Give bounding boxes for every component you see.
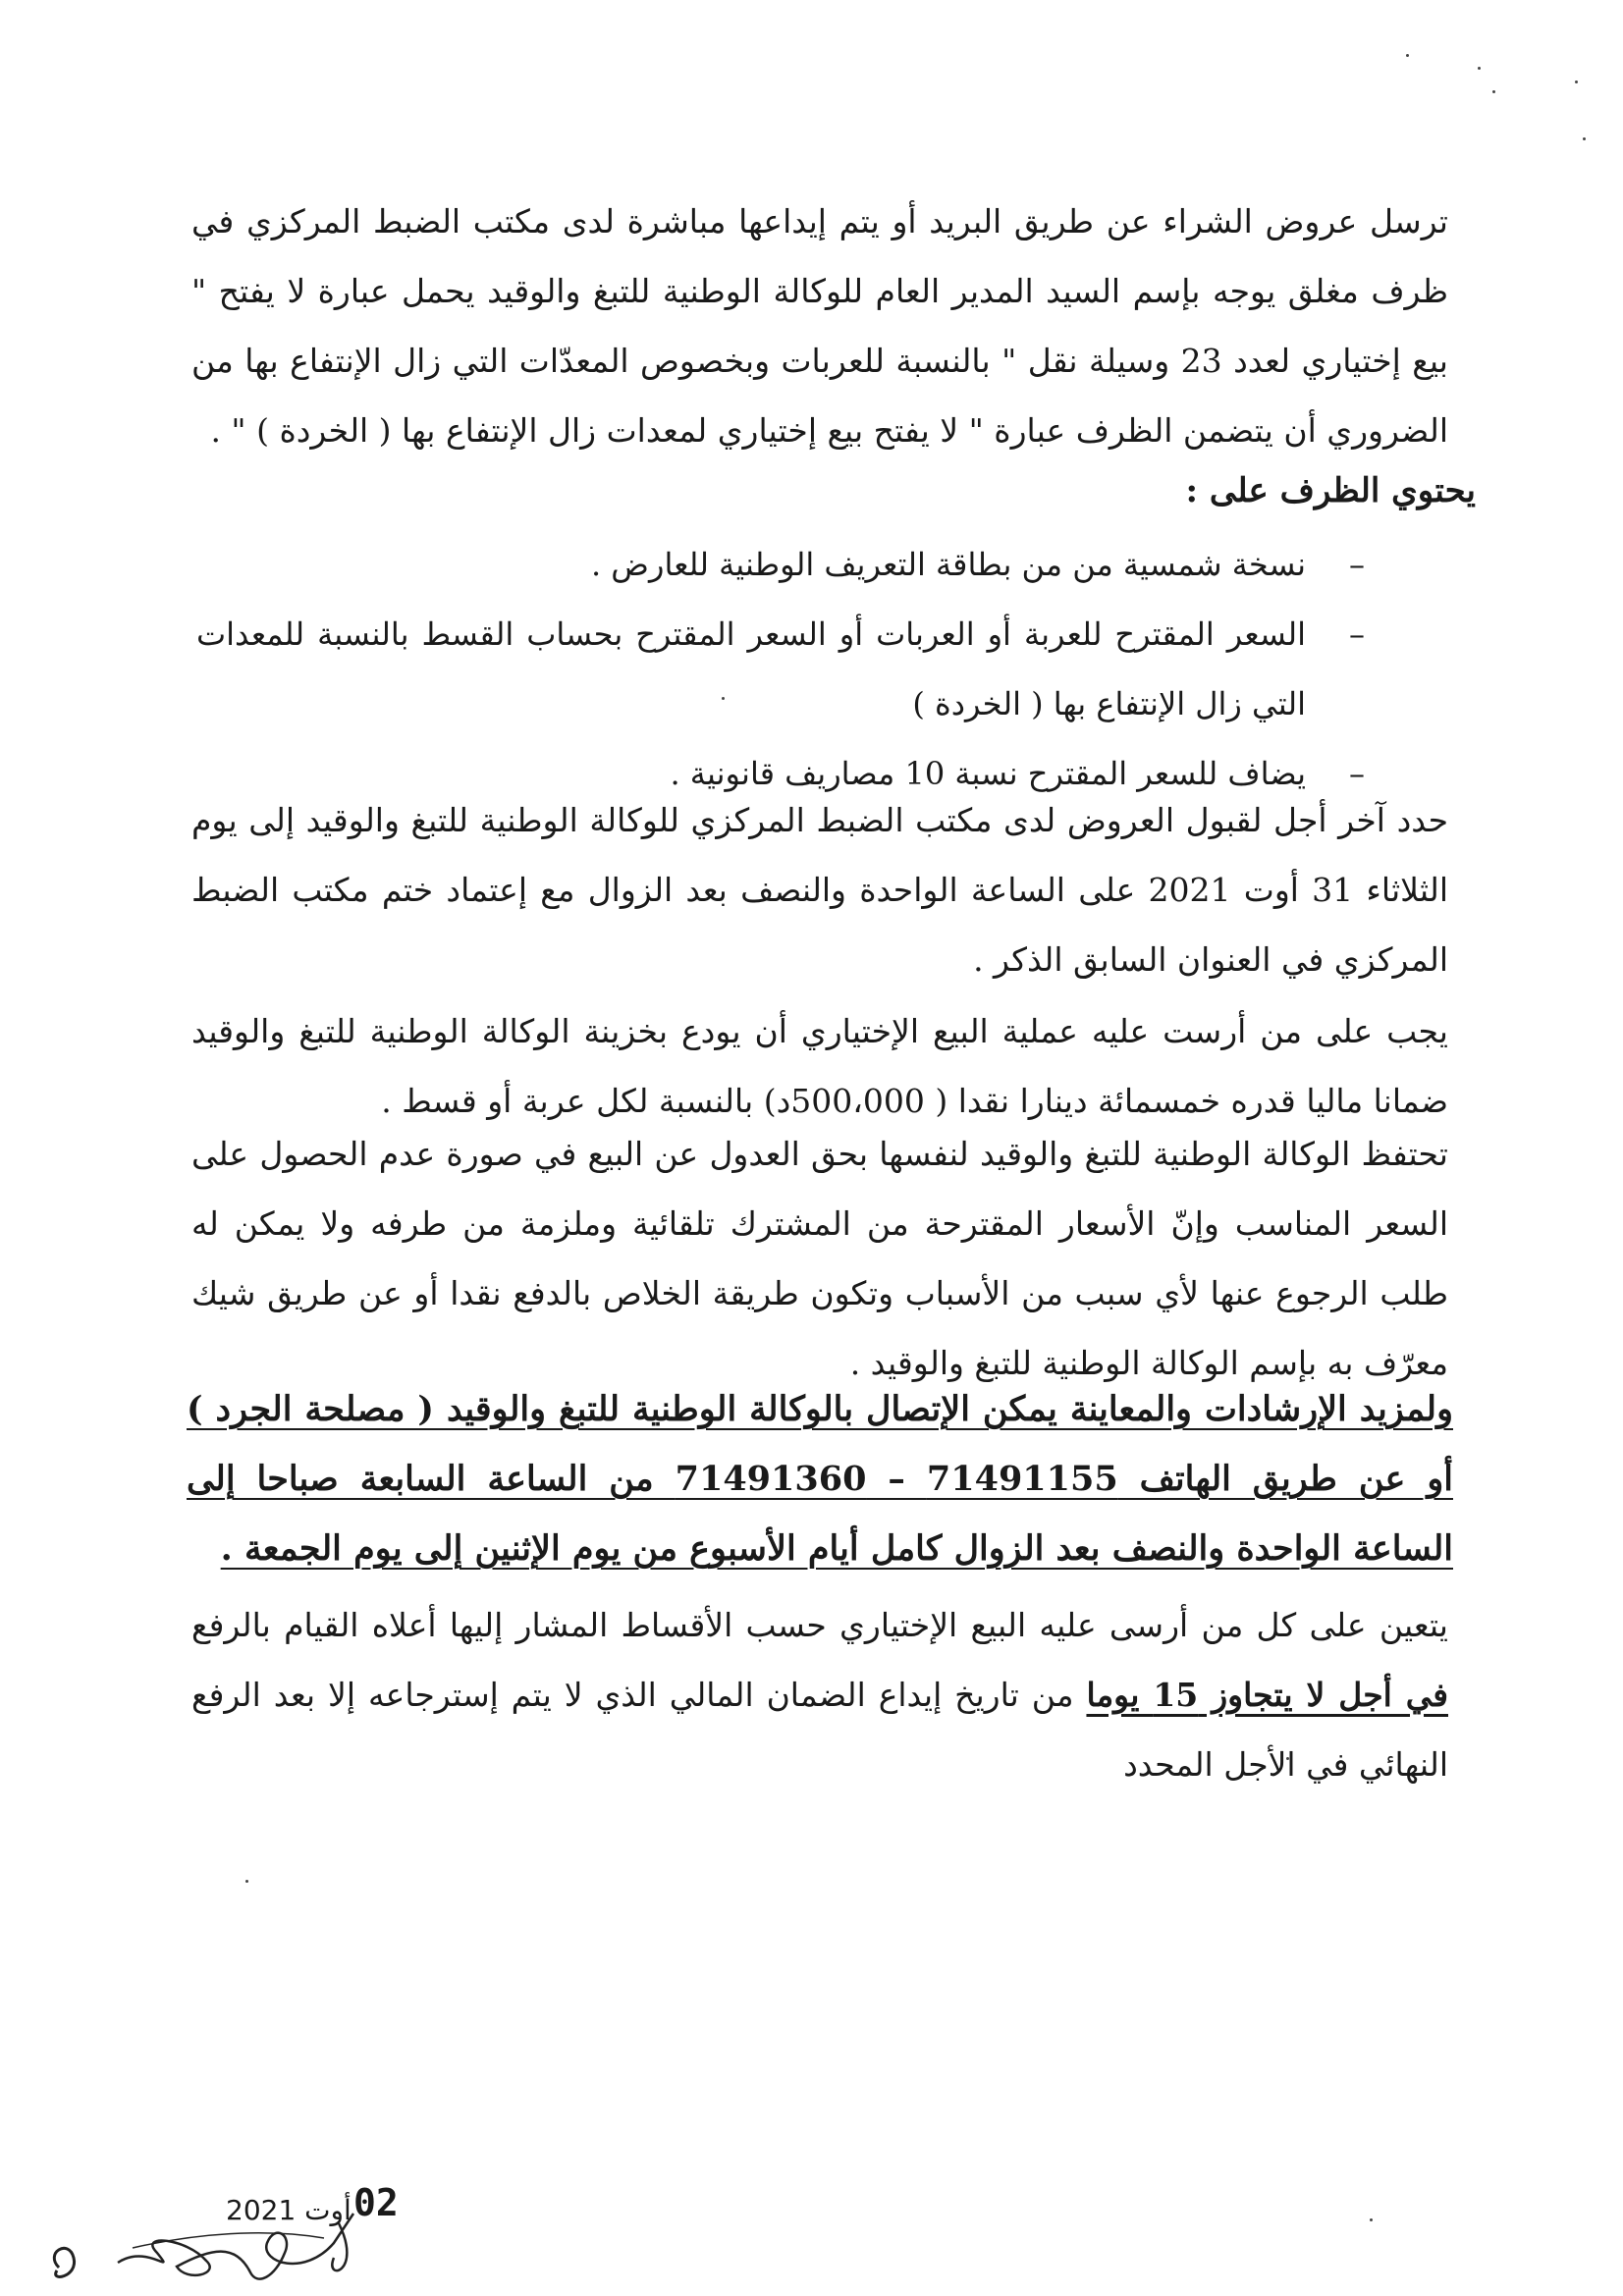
removal-text-end: من تاريخ إيداع الضمان المالي الذي لا يتم إسترجاعه إلا بعد الرفع النهائي في الأجل المحدد — [191, 1676, 1448, 1784]
list-item: – يضاف للسعر المقترح نسبة 10 مصاريف قانونية . — [196, 739, 1365, 809]
scan-speck — [1492, 90, 1495, 93]
envelope-contents-list — [196, 530, 1365, 809]
stamp-date: أوت 2021 — [226, 2194, 352, 2226]
contact-text: ولمزيد الإرشادات والمعاينة يمكن الإتصال بالوكالة الوطنية للتبغ والوقيد ( مصلحة الجرد ) أو عن طريق الهاتف 71491155 – 71491360 من الساعة السابعة صباحا إلى الساعة الواحدة والنصف بعد الزوال كامل أيام الأسبوع من يوم الإثنين إلى يوم الجمعة . — [187, 1389, 1453, 1569]
scan-speck — [245, 1880, 248, 1883]
removal-deadline-underlined: في أجل لا يتجاوز 15 يوما — [1086, 1676, 1448, 1714]
list-item: – السعر المقترح للعربة أو العربات أو السعر المقترح بحساب القسط بالنسبة للمعدات التي زال الإنتفاع بها ( الخردة ) — [196, 600, 1365, 739]
removal-text-start: يتعين على كل من أرسى عليه البيع الإختياري حسب الأقساط المشار إليها أعلاه القيام بالرفع — [191, 1606, 1448, 1644]
scan-speck — [1575, 80, 1578, 83]
paragraph-removal — [191, 1590, 1448, 1799]
paragraph-contact — [187, 1374, 1453, 1583]
scan-speck — [1583, 137, 1586, 140]
scan-speck — [1406, 54, 1409, 57]
list-item: – نسخة شمسية من من بطاقة التعريف الوطنية للعارض . — [196, 530, 1365, 600]
page-number: 02 — [353, 2181, 399, 2224]
scan-speck — [1370, 2218, 1373, 2221]
scan-speck — [1478, 67, 1481, 70]
paragraph-guarantee: يجب على من أرست عليه عملية البيع الإختياري أن يودع بخزينة الوكالة الوطنية للتبغ والوقيد ضمانا ماليا قدره خمسمائة دينارا نقدا ( 500،000د) بالنسبة لكل عربة أو قسط . — [191, 1012, 1448, 1120]
paragraph-deadline: حدد آخر أجل لقبول العروض لدى مكتب الضبط المركزي للوكالة الوطنية للتبغ والوقيد إلى يوم الثلاثاء 31 أوت 2021 على الساعة الواحدة والنصف بعد الزوال مع إعتماد ختم مكتب الضبط المركزي في العنوان السابق الذكر . — [191, 801, 1449, 979]
paragraph-reservation: تحتفظ الوكالة الوطنية للتبغ والوقيد لنفسها بحق العدول عن البيع في صورة عدم الحصول على السعر المناسب وإنّ الأسعار المقترحة من المشترك تلقائية وملزمة من طرفه ولا يمكن له طلب الرجوع عنها لأي سبب من الأسباب وتكون طريقة الخلاص بالدفع نقدا أو عن طريق شيك معرّف به بإسم الوكالة الوطنية للتبغ والوقيد . — [191, 1135, 1448, 1382]
paragraph-submission: ترسل عروض الشراء عن طريق البريد أو يتم إيداعها مباشرة لدى مكتب الضبط المركزي في ظرف مغلق يوجه بإسم السيد المدير العام للوكالة الوطنية للتبغ والوقيد يحمل عبارة لا يفتح " بيع إختياري لعدد 23 وسيلة نقل " بالنسبة للعربات وبخصوص المعدّات التي زال الإنتفاع بها من الضروري أن يتضمن الظرف عبارة " لا يفتح بيع إختياري لمعدات زال الإنتفاع بها ( الخردة ) " . — [191, 202, 1448, 450]
envelope-contents-heading: يحتوي الظرف على : — [1185, 471, 1476, 510]
